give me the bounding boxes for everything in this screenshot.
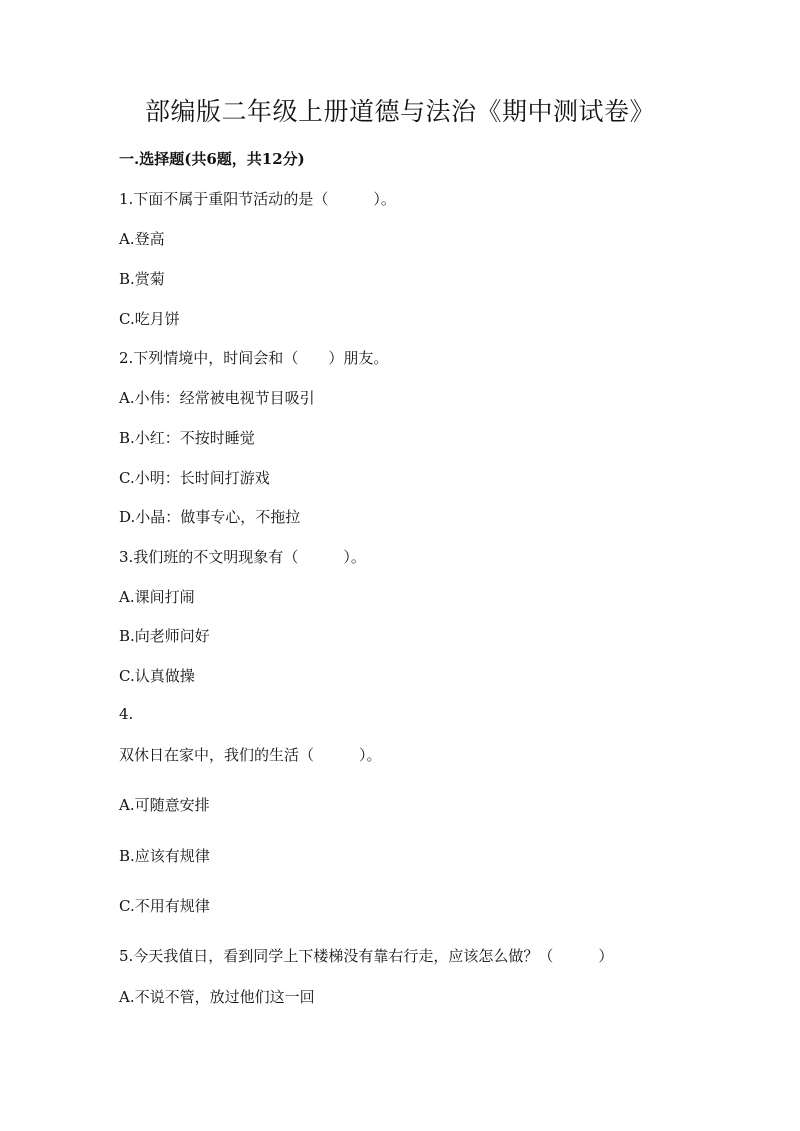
question-1-option-b: B.赏菊 [119, 270, 165, 288]
question-2-option-b: B.小红：不按时睡觉 [119, 429, 255, 447]
question-1-stem: 1.下面不属于重阳节活动的是（ ）。 [119, 190, 396, 208]
question-4-number: 4. [119, 705, 134, 723]
question-3-stem: 3.我们班的不文明现象有（ ）。 [119, 548, 366, 566]
question-5-stem: 5.今天我值日，看到同学上下楼梯没有靠右行走，应该怎么做？（ ） [119, 947, 614, 965]
question-4-option-a: A.可随意安排 [119, 796, 210, 814]
question-3-option-c: C.认真做操 [119, 667, 195, 685]
question-1-option-c: C.吃月饼 [119, 310, 180, 328]
question-4-option-b: B.应该有规律 [119, 847, 210, 865]
question-2-option-c: C.小明：长时间打游戏 [119, 469, 270, 487]
question-2-option-d: D.小晶：做事专心，不拖拉 [119, 508, 301, 526]
question-5-option-a: A.不说不管，放过他们这一回 [119, 988, 315, 1006]
question-1-option-a: A.登高 [119, 230, 165, 248]
question-2-stem: 2.下列情境中，时间会和（ ）朋友。 [119, 349, 389, 367]
question-4-option-c: C.不用有规律 [119, 897, 210, 915]
question-3-option-a: A.课间打闹 [119, 588, 195, 606]
section-heading: 一.选择题(共6题，共12分) [119, 150, 305, 168]
question-3-option-b: B.向老师问好 [119, 627, 210, 645]
page-title: 部编版二年级上册道德与法治《期中测试卷》 [144, 97, 655, 126]
question-2-option-a: A.小伟：经常被电视节目吸引 [119, 389, 315, 407]
question-4-stem: 双休日在家中，我们的生活（ ）。 [119, 746, 382, 764]
